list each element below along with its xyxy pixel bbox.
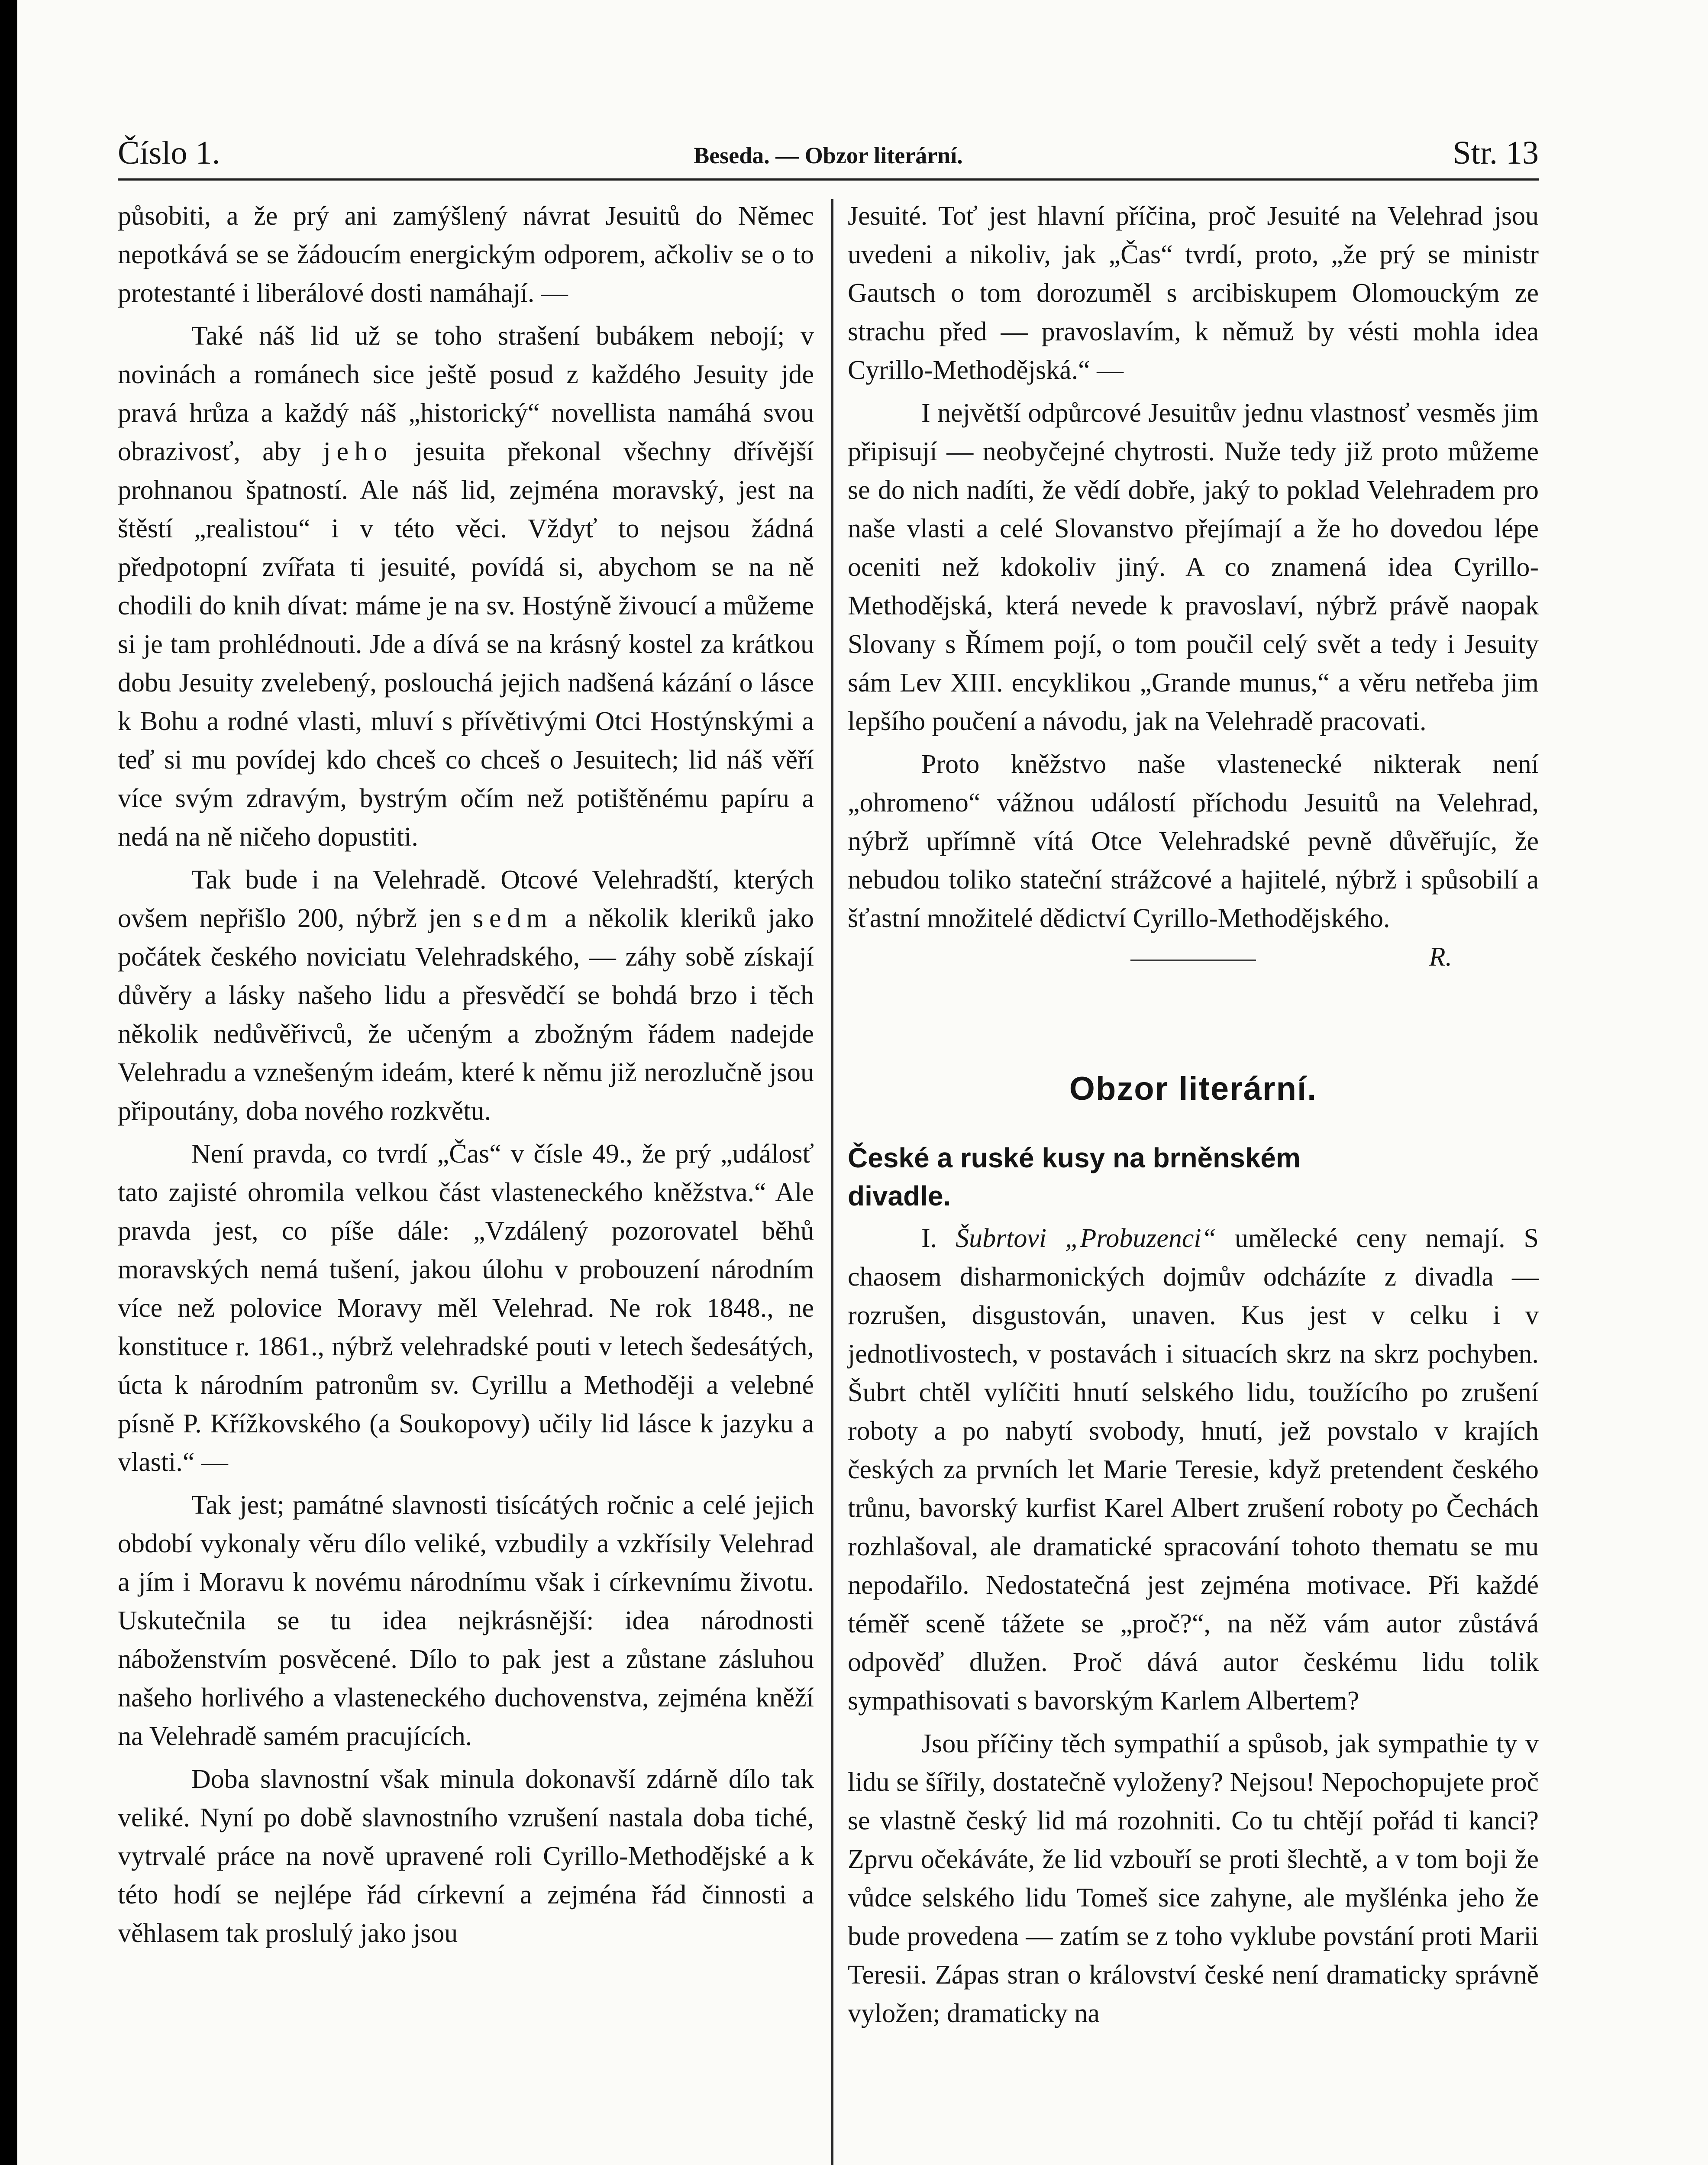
- header-rule: [118, 178, 1539, 181]
- separator-rule: [1130, 960, 1256, 961]
- paragraph: Tak jest; památné slavnosti tisícátých ročnic a celé jejich období vykonaly věru dílo veliké, vzbudily a vzkřísily Velehrad a jím i Moravu k novému národnímu však i církevnímu životu. Uskutečnila se tu idea nejkrásnější: idea národnosti náboženstvím posvěcené. Dílo to pak jest a zůstane zásluhou našeho horlivého a vlasteneckého duchovenstva, zejména kněží na Velehradě samém pracujících.: [118, 1490, 814, 1751]
- running-header: [118, 126, 1539, 178]
- paragraph: Není pravda, co tvrdí „Čas“ v čísle 49., že prý „událosť tato zajisté ohromila velkou část vlasteneckého kněžstva.“ Ale pravda jest, co píše dále: „Vzdálený pozorovatel běhů moravských nemá tušení, jakou úlohu v probouzení národním více než polovice Moravy měl Velehrad. Ne rok 1848., ne konstituce r. 1861., nýbrž velehradské pouti v letech šedesátých, úcta k národním patronům sv. Cyrillu a Methoději a velebné písně P. Křížkovského (a Soukopovy) učily lid lásce k jazyku a vlasti.“ —: [118, 1139, 814, 1477]
- page: [17, 0, 1708, 2165]
- text-run: Proto kněžstvo naše vlastenecké nikterak není „ohromeno“ vážnou událostí příchodu Jesuitů na Velehrad, nýbrž upřímně vítá Otce Velehradské pevně důvěřujíc, že nebudou toliko stateční strážcové a hajitelé, nýbrž i spůsobilí a šťastní množitelé dědictví Cyrillo-Methodějského.: [848, 750, 1539, 933]
- paragraph: [848, 1219, 1539, 1720]
- paragraph: I největší odpůrcové Jesuitův jednu vlastnosť vesměs jim připisují — neobyčejné chytrosti. Nuže tedy již proto můžeme se do nich nadíti, že vědí dobře, jaký to poklad Velehradem pro naše vlasti a celé Slovanstvo přejímají a že ho dovedou lépe oceniti než kdokoliv jiný. A co znamená idea Cyrillo-Methodějská, která nevede k pravoslaví, nýbrž právě naopak Slovany s Římem pojí, o tom poučil celý svět a tedy i Jesuity sám Lev XIII. encyklikou „Grande munus,“ a věru netřeba jim lepšího poučení a návodu, jak na Velehradě pracovati.: [848, 398, 1539, 736]
- paragraph: působiti, a že prý ani zamýšlený návrat Jesuitů do Němec nepotkává se se žádoucím energickým odporem, ačkoliv se o to protestanté i liberálové dosti namáhají. —: [118, 201, 814, 308]
- play-title: „Probuzenci“: [1065, 1224, 1217, 1253]
- spaced-word: sedm: [473, 904, 553, 933]
- paragraph: [848, 745, 1539, 972]
- paragraph: Jsou příčiny těch sympathií a spůsob, jak sympathie ty v lidu se šířily, dostatečně vyloženy? Nejsou! Nepochopujete proč se vlastně český lid má rozohniti. Co tu chtějí pořád ti kanci? Zprvu očekáváte, že lid vzbouří se proti šlechtě, a v tom boji že vůdce selského lidu Tomeš sice zahyne, ale myšlénka jeho že bude provedena — zatím se z toho vyklube povstání proti Marii Teresii. Zápas stran o království české není dramaticky správně vyložen; dramaticky na: [848, 1729, 1539, 2028]
- left-column: [118, 197, 814, 1957]
- page-number: Str. 13: [1453, 135, 1539, 171]
- text-run: Také náš lid už se toho strašení bubákem nebojí; v novinách a románech sice ještě posud z každého Jesuity jde pravá hrůza a každý náš „historický“ novellista namáhá svou obrazivosť, aby: [118, 321, 814, 466]
- spaced-word: jeho: [323, 437, 393, 466]
- text-run: umělecké ceny nemají. S chaosem disharmonických dojmův odcházíte z divadla — rozrušen, disgustován, unaven. Kus jest v celku i v jednotlivostech, v postavách i situacích skrz na skrz pochyben. Šubrt chtěl vylíčiti hnutí selského lidu, toužícího po zrušení roboty a po nabytí svobody, hnutí, jež povstalo v krajích českých za prvních let Marie Teresie, když pretendent českého trůnu, bavorský kurfist Karel Albert zrušení roboty po Čechách rozhlašoval, ale dramatické spracování tohoto thematu se mu nepodařilo. Nedostatečná jest zejména motivace. Při každé téměř sceně tážete se „proč?“, na něž vám autor zůstává odpověď dlužen. Proč dává autor českému lidu tolik sympathisovati s bavorským Karlem Albertem?: [848, 1224, 1539, 1716]
- issue-number: Číslo 1.: [118, 135, 220, 171]
- text-run: Tak bude i na Velehradě. Otcové Velehradští, kterých ovšem nepřišlo 200, nýbrž jen: [118, 865, 814, 933]
- running-title: Beseda. — Obzor literární.: [694, 142, 963, 168]
- article-title: [848, 1139, 1539, 1215]
- section-numeral: I.: [921, 1224, 937, 1253]
- article-title-line: České a ruské kusy na brněnském: [848, 1142, 1301, 1173]
- paragraph: [118, 317, 814, 856]
- paragraph: [118, 861, 814, 1131]
- paragraph: Doba slavnostní však minula dokonavší zdárně dílo tak veliké. Nyní po době slavnostního vzrušení nastala doba tiché, vytrvalé práce na nově upravené roli Cyrillo-Methodějské a k této hodí se nejlépe řád církevní a zejména řád činnosti a věhlasem tak proslulý jako jsou: [118, 1764, 814, 1948]
- article-title-line: divadle.: [848, 1180, 951, 1212]
- author-name: Šubrtovi: [956, 1224, 1047, 1253]
- signature: R.: [1429, 942, 1452, 972]
- text-run: a několik kleriků jako počátek českého noviciatu Velehradského, — záhy sobě získají důvěry a lásky našeho lidu a přesvědčí se bohdá brzo i těch několik nedůvěřivců, že učeným a zbožným řádem nadejde Velehradu a vznešeným ideám, které k němu již nerozlučně jsou připoutány, doba nového rozkvětu.: [118, 904, 814, 1126]
- text-run: jesuita překonal všechny dřívější prohnanou špatností. Ale náš lid, zejména moravský, jest na štěstí „realistou“ i v této věci. Vždyť to nejsou žádná předpotopní zvířata ti jesuité, povídá si, abychom se na ně chodili do knih dívat: máme je na sv. Hostýně živoucí a můžeme si je tam prohlédnouti. Jde a dívá se na krásný kostel za krátkou dobu Jesuity zvelebený, poslouchá jejich nadšená kázání o lásce k Bohu a rodné vlasti, mluví s přívětivými Otci Hostýnskými a teď si mu povídej kdo chceš co chceš o Jesuitech; lid náš věří více svým zdravým, bystrým očím než potištěnému papíru a nedá na ně ničeho dopustiti.: [118, 437, 814, 852]
- paragraph: Jesuité. Toť jest hlavní příčina, proč Jesuité na Velehrad jsou uvedeni a nikoliv, jak „Čas“ tvrdí, proto, „že prý se ministr Gautsch o tom dorozuměl s arcibiskupem Olomouckým ze strachu před — pravoslavím, k němuž by vésti mohla idea Cyrillo-Methodějská.“ —: [848, 201, 1539, 385]
- right-column: [848, 197, 1539, 2037]
- column-divider: [831, 199, 833, 2165]
- section-title: Obzor literární.: [1069, 1070, 1317, 1107]
